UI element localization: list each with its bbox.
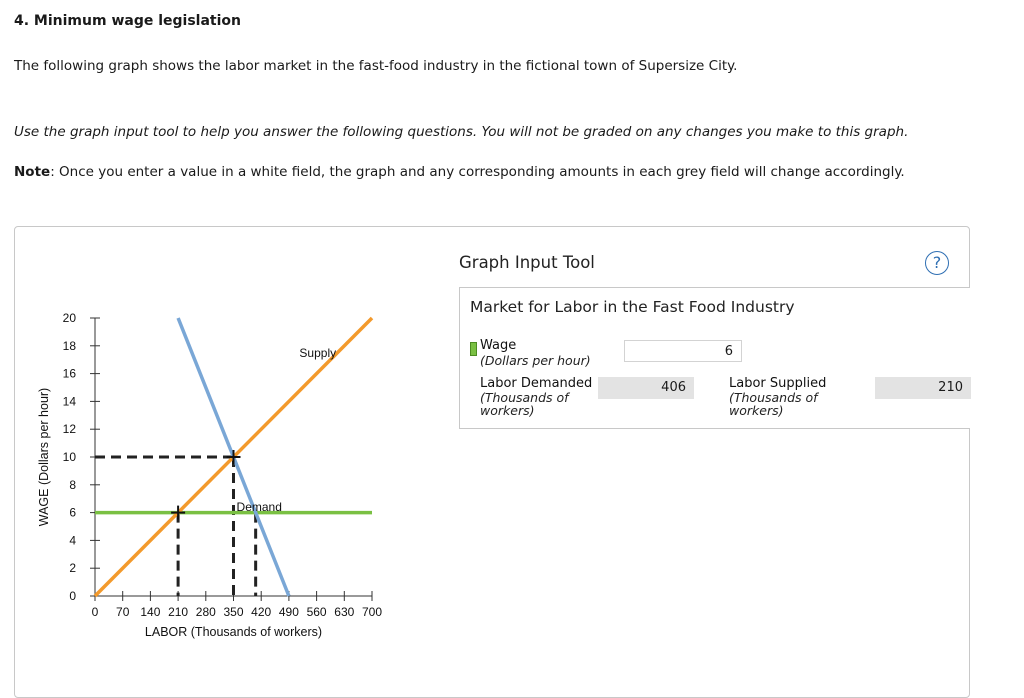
- y-tick-label-2: 2: [69, 561, 76, 576]
- graph-panel: [14, 226, 970, 698]
- x-tick-label-140: 140: [140, 605, 161, 619]
- x-tick-label-0: 0: [91, 605, 99, 619]
- graph-input-tool: [459, 287, 970, 429]
- wage-sublabel: (Dollars per hour): [480, 353, 591, 368]
- graph-input-tool-title: Graph Input Tool: [459, 253, 595, 272]
- note-label: Note: [14, 164, 51, 180]
- labor-demanded-sub2: workers): [480, 403, 535, 418]
- x-tick-label-560: 560: [306, 605, 327, 619]
- note-body: : Once you enter a value in a white field, the graph and any corresponding amounts in each grey field will change accordingly.: [50, 164, 905, 180]
- x-axis-title: LABOR (Thousands of workers): [144, 625, 323, 639]
- x-tick-label-210: 210: [168, 605, 189, 619]
- labor-supplied-value: 210: [875, 377, 971, 399]
- supply-label: Supply: [299, 345, 337, 360]
- y-tick-label-10: 10: [62, 450, 76, 464]
- labor-supplied-label: Labor Supplied: [729, 376, 827, 391]
- market-title: Market for Labor in the Fast Food Industry: [470, 298, 795, 316]
- wage-legend-swatch: [470, 342, 477, 356]
- labor-demanded-sub1: (Thousands of: [480, 390, 569, 405]
- intro-text: The following graph shows the labor market in the fast-food industry in the fictional town of Supersize City.: [14, 58, 738, 74]
- labor-supplied-sub1: (Thousands of: [729, 390, 818, 405]
- help-icon[interactable]: ?: [925, 251, 949, 275]
- demand-label: Demand: [236, 500, 282, 515]
- y-tick-label-20: 20: [62, 311, 76, 325]
- x-tick-label-350: 350: [223, 605, 244, 619]
- y-tick-label-4: 4: [69, 533, 76, 548]
- instruction-text: Use the graph input tool to help you answer the following questions. You will not be graded on any changes you make to this graph.: [14, 124, 909, 140]
- note-text: [14, 164, 905, 180]
- labor-demanded-label: Labor Demanded: [480, 376, 593, 391]
- wage-label: Wage: [480, 338, 517, 353]
- x-tick-label-280: 280: [195, 605, 216, 619]
- y-tick-label-14: 14: [62, 394, 76, 409]
- x-tick-label-490: 490: [278, 605, 299, 619]
- y-tick-label-8: 8: [69, 477, 76, 492]
- labor-market-chart[interactable]: [15, 227, 455, 667]
- y-axis-title: WAGE (Dollars per hour): [37, 387, 51, 527]
- y-tick-label-0: 0: [69, 589, 76, 603]
- wage-input[interactable]: 6: [624, 340, 742, 362]
- labor-supplied-sub2: workers): [729, 403, 784, 418]
- labor-demanded-value: 406: [598, 377, 694, 399]
- y-tick-label-6: 6: [69, 505, 76, 520]
- y-tick-label-16: 16: [62, 366, 76, 381]
- x-tick-label-420: 420: [251, 605, 272, 619]
- y-tick-label-18: 18: [62, 338, 76, 353]
- x-tick-label-630: 630: [334, 605, 355, 619]
- y-tick-label-12: 12: [62, 422, 76, 437]
- x-tick-label-70: 70: [116, 605, 130, 619]
- question-title: 4. Minimum wage legislation: [14, 13, 241, 29]
- x-tick-label-700: 700: [361, 605, 383, 619]
